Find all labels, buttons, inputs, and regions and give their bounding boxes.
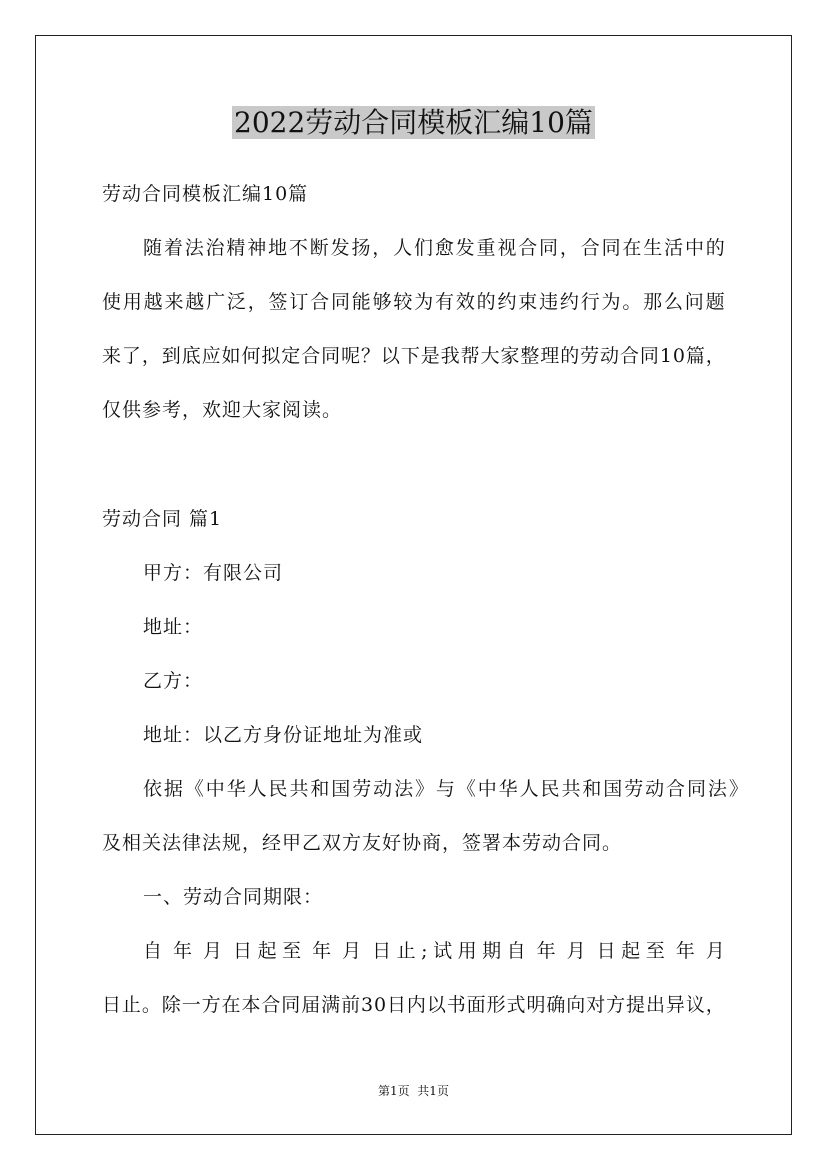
- intro-line-2: 使 用 越 来 越 广 泛 ， 签 订 合 同 能 够 较 为 有 效 的 约 束 违 约 行 为 。 那 么 问 题: [102, 291, 725, 313]
- intro-line-3: 来 了 ， 到 底 应 如 何 拟 定 合 同 呢 ？ 以 下 是 我 帮 大 家 整 理 的 劳 动 合 同 1 0 篇 ，: [102, 345, 725, 367]
- party-a-line: 甲方：有限公司: [143, 562, 284, 584]
- intro-line-4: 仅供参考，欢迎大家阅读。: [102, 399, 343, 421]
- basis-line-1: 依 据 《 中 华 人 民 共 和 国 劳 动 法 》 与 《 中 华 人 民 共 和 国 劳 动 合 同 法 》: [143, 778, 748, 800]
- page-footer: 第1页 共1页: [378, 1084, 449, 1098]
- clause-1-heading: 一、劳动合同期限：: [143, 886, 324, 908]
- address-b-line: 地址：以乙方身份证地址为准或: [143, 724, 424, 746]
- clause-1-line-1: 自 年 月 日 起 至 年 月 日 止 ; 试 用 期 自 年 月 日 起 至 年 月: [143, 940, 725, 962]
- section-heading: 劳动合同 篇1: [102, 508, 223, 530]
- document-title: 2022劳动合同模板汇编10篇: [234, 106, 593, 139]
- basis-line-2: 及相关法律法规，经甲乙双方友好协商，签署本劳动合同。: [102, 832, 623, 854]
- address-a-line: 地址：: [143, 616, 204, 638]
- party-b-line: 乙方：: [143, 670, 204, 692]
- document-subtitle: 劳动合同模板汇编10篇: [102, 183, 309, 205]
- intro-line-1: 随 着 法 治 精 神 地 不 断 发 扬 ， 人 们 愈 发 重 视 合 同 ， 合 同 在 生 活 中 的: [143, 237, 725, 259]
- clause-1-line-2: 日 止 。 除 一 方 在 本 合 同 届 满 前 3 0 日 内 以 书 面 形 式 明 确 向 对 方 提 出 异 议 ，: [102, 994, 725, 1016]
